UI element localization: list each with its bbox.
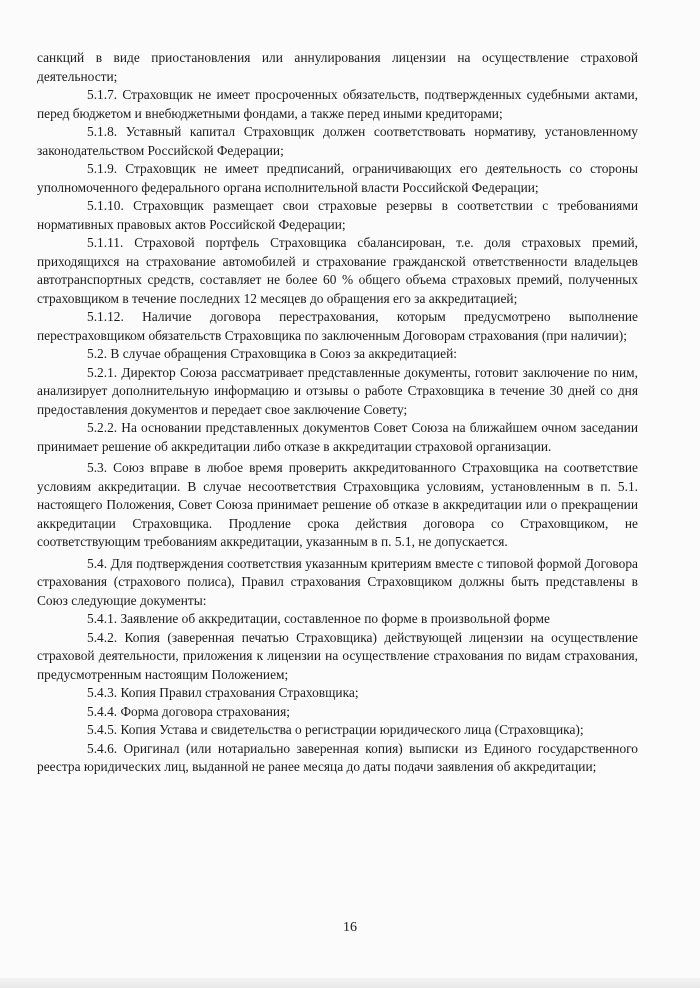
paragraph-5-4-2: 5.4.2. Копия (заверенная печатью Страховщика) действующей лицензии на осуществление страховой деятельности, приложения к лицензии на осуществление страхования по видам страхования, предусмотренным настоящим Положением; xyxy=(37,629,638,682)
paragraph-5-1-9: 5.1.9. Страховщик не имеет предписаний, ограничивающих его деятельность со стороны уполномоченного федерального органа исполнительной власти Российской Федерации; xyxy=(37,161,638,195)
paragraph-5-2-2: 5.2.2. На основании представленных документов Совет Союза на ближайшем очном заседании принимает решение об аккредитации либо отказе в аккредитации страховой организации. xyxy=(37,420,638,454)
paragraph-5-2: 5.2. В случае обращения Страховщика в Союз за аккредитацией: xyxy=(87,346,457,361)
page-number: 16 xyxy=(343,920,357,935)
paragraph-5-4-1: 5.4.1. Заявление об аккредитации, составленное по форме в произвольной форме xyxy=(87,611,550,626)
paragraph-5-4-3: 5.4.3. Копия Правил страхования Страховщика; xyxy=(87,685,359,700)
paragraph-5-1-12: 5.1.12. Наличие договора перестрахования, которым предусмотрено выполнение перестраховщиком обязательств Страховщика по заключенным Договорам страхования (при наличии); xyxy=(37,309,638,343)
paragraph-5-4-4: 5.4.4. Форма договора страхования; xyxy=(87,703,290,719)
paragraph-5-4: 5.4. Для подтверждения соответствия указанным критериям вместе с типовой формой Договора страхования (страхового полиса), Правил страхования Страховщиком должны быть представлены в Союз следующие документы: xyxy=(37,555,638,608)
paragraph-continuation: санкций в виде приостановления или аннулирования лицензии на осуществление страховой деятельности; xyxy=(37,50,638,84)
page-bottom-edge xyxy=(0,978,700,988)
paragraph-5-1-8: 5.1.8. Уставный капитал Страховщик должен соответствовать нормативу, установленному законодательством Российской Федерации; xyxy=(37,124,638,158)
paragraph-5-1-7: 5.1.7. Страховщик не имеет просроченных обязательств, подтвержденных судебными актами, перед бюджетом и внебюджетными фондами, а также перед иными кредиторами; xyxy=(37,87,638,121)
paragraph-5-3: 5.3. Союз вправе в любое время проверить аккредитованного Страховщика на соответствие условиям аккредитации. В случае несоответствия Страховщика условиям, установленным в п. 5.1. настоящего Положения, Совет Союза принимает решение об отказе в аккредитации или о прекращении аккредитации Страховщика. Продление срока действия договора со Страховщиком, не соответствующим требованиям аккредитации, указанным в п. 5.1, не допускается. xyxy=(37,460,638,549)
paragraph-5-1-11: 5.1.11. Страховой портфель Страховщика сбалансирован, т.е. доля страховых премий, приходящихся на страхование автомобилей и страхование гражданской ответственности владельцев автотранспортных средств, составляет не более 60 % общего объема страховых премий, полученных страховщиком в течение последних 12 месяцев до обращения его за аккредитацией; xyxy=(37,235,638,306)
document-body xyxy=(37,49,638,777)
paragraph-5-4-6: 5.4.6. Оригинал (или нотариально заверенная копия) выписки из Единого государственного реестра юридических лиц, выданной не ранее месяца до даты подачи заявления об аккредитации; xyxy=(37,740,638,774)
paragraph-5-2-1: 5.2.1. Директор Союза рассматривает представленные документы, готовит заключение по ним, анализирует дополнительную информацию и отзывы о работе Страховщика в течение 30 дней со дня предоставления документов и передает свое заключение Совету; xyxy=(37,364,638,417)
paragraph-5-4-5: 5.4.5. Копия Устава и свидетельства о регистрации юридического лица (Страховщика); xyxy=(87,722,584,737)
paragraph-5-1-10: 5.1.10. Страховщик размещает свои страховые резервы в соответствии с требованиями нормативных правовых актов Российской Федерации; xyxy=(37,198,638,232)
